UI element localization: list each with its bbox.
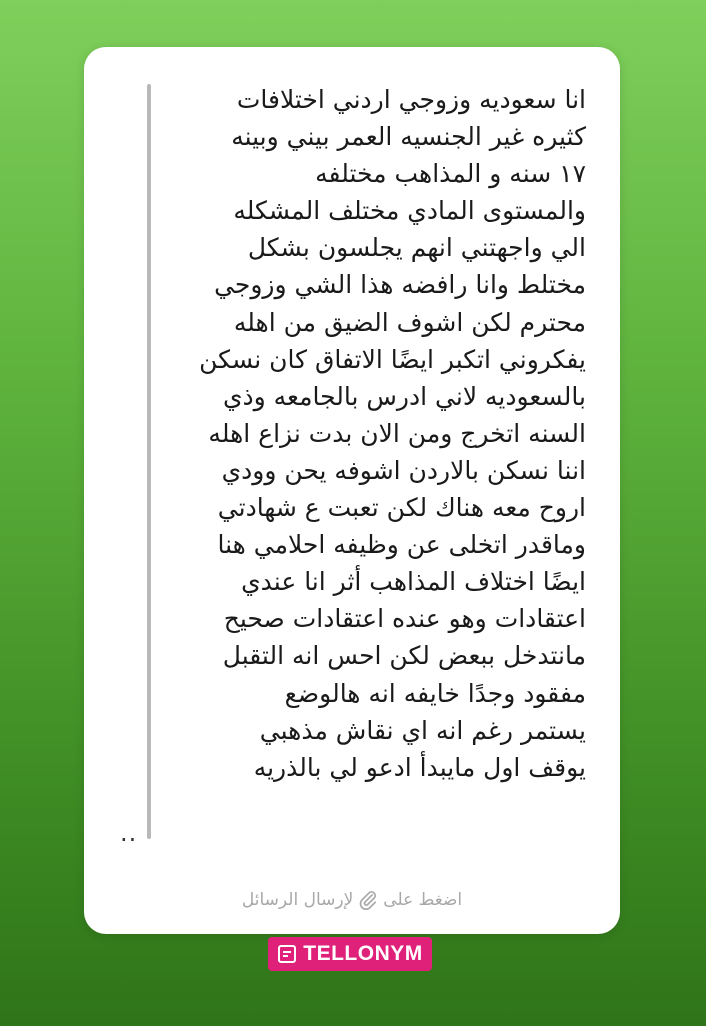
message-line: يوقف اول مايبدأ ادعو لي بالذريه [253, 752, 586, 782]
message-line: بالسعوديه لاني ادرس بالجامعه وذي [222, 381, 586, 411]
ellipsis: .. [120, 819, 138, 847]
message-line: ١٧ سنه و المذاهب مختلفه [315, 159, 586, 189]
message-line: والمستوى المادي مختلف المشكله [233, 196, 586, 226]
footer-press-label: اضغط على [383, 890, 463, 910]
message-line: مانتدخل ببعض لكن احس انه التقبل [222, 641, 586, 671]
message-text [166, 81, 586, 786]
badge-label: TELLONYM [303, 942, 423, 965]
message-line: اعتقادات وهو عنده اعتقادات صحيح [223, 604, 586, 634]
message-line: اروح معه هناك لكن تعبت ع شهادتي [217, 493, 586, 523]
message-line: وماقدر اتخلى عن وظيفه احلامي هنا [217, 530, 586, 560]
message-line: مختلط وانا رافضه هذا الشي وزوجي [214, 270, 586, 300]
message-line: السنه اتخرج ومن الان بدت نزاع اهله [208, 418, 586, 448]
tellonym-logo-icon [277, 944, 297, 964]
message-line: الي واجهتني انهم يجلسون بشكل [247, 233, 586, 263]
message-line: ايضًا اختلاف المذاهب أثر انا عندي [241, 567, 586, 597]
message-line: انا سعوديه وزوجي اردني اختلافات [236, 85, 586, 114]
message-line: يستمر رغم انه اي نقاش مذهبي [259, 715, 586, 745]
message-line: محترم لكن اشوف الضيق من اهله [233, 307, 586, 337]
message-line: يفكروني اتكبر ايضًا الاتفاق كان نسكن [199, 344, 586, 374]
tellonym-badge [268, 937, 432, 971]
message-line: اننا نسكن بالاردن اشوفه يحن وودي [221, 455, 586, 485]
footer-send-label: لإرسال الرسائل [241, 890, 354, 910]
message-line: كثيره غير الجنسيه العمر بيني وبينه [231, 122, 586, 152]
quote-bar [147, 84, 151, 839]
paperclip-icon[interactable] [357, 889, 379, 911]
footer-hint [84, 887, 620, 913]
message-card [84, 47, 620, 934]
message-line: مفقود وجدًا خايفه انه هالوضع [284, 678, 586, 708]
